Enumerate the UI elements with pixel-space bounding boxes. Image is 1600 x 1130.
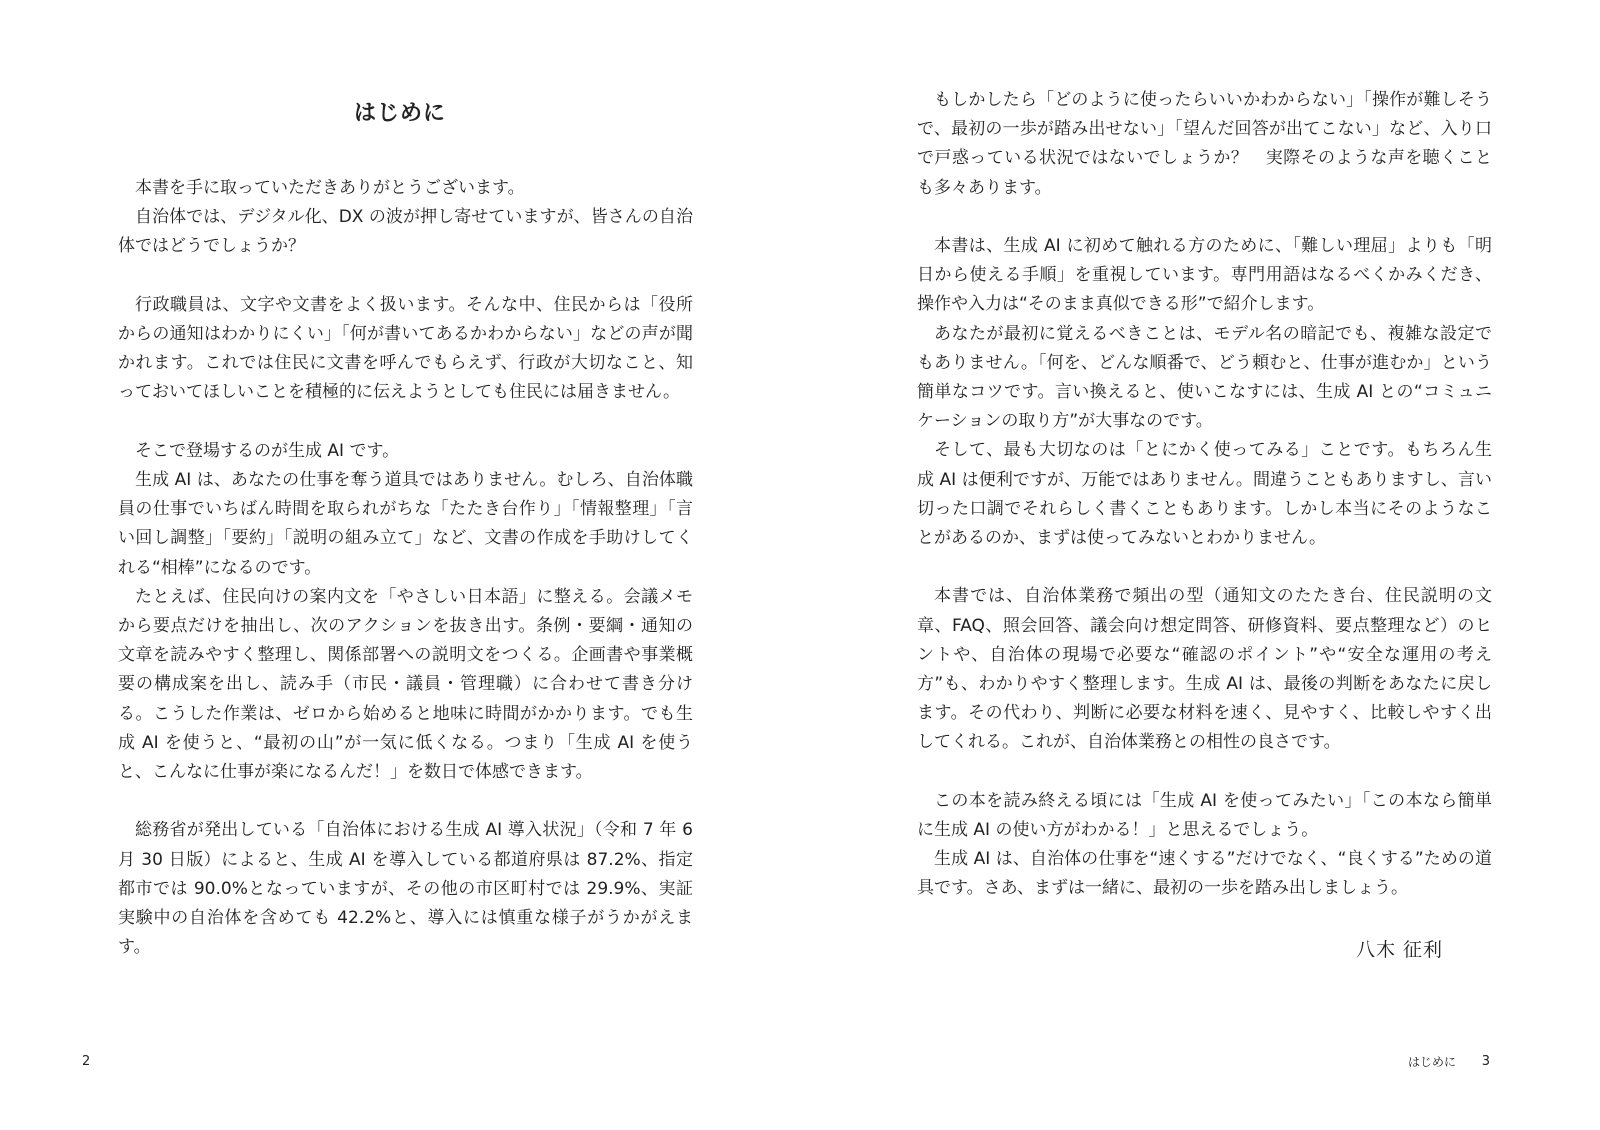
chapter-heading: はじめに — [353, 101, 446, 126]
page-number-right: 3 — [1481, 1054, 1490, 1069]
paragraph-gap — [917, 758, 1492, 787]
paragraph: 本書では、自治体業務で頻出の型（通知文のたたき台、住民説明の文章、FAQ、照会回答、議会向け想定問答、研修資料、要点整理など）のヒントや、自治体の現場で必要な“確認のポイント”や“安全な運用の考え方”も、わかりやすく整理します。生成 AI は、最後の判断をあなたに戻します。その代わり、判断に必要な材料を速く、見やすく、比較しやすく出してくれる。これが、自治体業務との相性の良さです。 — [917, 586, 1492, 753]
paragraph: 生成 AI は、自治体の仕事を“速くする”だけでなく、“良くする”ための道具です。さあ、まずは一緒に、最初の一歩を踏み出しましょう。 — [917, 849, 1492, 899]
paragraph: 本書を手に取っていただきありがとうございます。 — [135, 178, 525, 198]
right-body-text — [917, 86, 1492, 904]
paragraph: そこで登場するのが生成 AI です。 — [135, 440, 400, 461]
paragraph: 総務省が発出している「自治体における生成 AI 導入状況」（令和 7 年 6 月 30 日版）によると、生成 AI を導入している都道府県は 87.2%、指定都市では 90.0%となっていますが、その他の市区町村では 29.9%、実証実験中の自治体を含めても 42.2%と、導入には慎重な様子がうかがえます。 — [118, 820, 693, 958]
paragraph: 行政職員は、文字や文書をよく扱います。そんな中、住民からは「役所からの通知はわかりにくい」「何が書いてあるかわからない」などの声が聞かれます。これでは住民に文書を呼んでもらえず、行政が大切なこと、知っておいてほしいことを積極的に伝えようとしても住民には届きません。 — [118, 294, 693, 403]
paragraph-gap — [118, 787, 693, 816]
paragraph: あなたが最初に覚えるべきことは、モデル名の暗記でも、複雑な設定でもありません。「何を、どんな順番で、どう頼むと、仕事が進むか」という簡単なコツです。言い換えると、使いこなすには、生成 AI との“コミュニケーションの取り方”が大事なのです。 — [917, 323, 1492, 432]
paragraph-gap — [118, 262, 693, 291]
paragraph: 生成 AI は、あなたの仕事を奪う道具ではありません。むしろ、自治体職員の仕事でいちばん時間を取られがちな「たたき台作り」「情報整理」「言い回し調整」「要約」「説明の組み立て」など、文書の作成を手助けしてくれる“相棒”になるのです。 — [118, 470, 693, 578]
paragraph: 自治体では、デジタル化、DX の波が押し寄せていますが、皆さんの自治体ではどうでしょうか？ — [118, 207, 693, 257]
page-number-left: 2 — [82, 1054, 91, 1069]
paragraph-gap — [917, 553, 1492, 582]
author-signature: 八木 征利 — [1355, 939, 1443, 961]
paragraph-gap — [917, 203, 1492, 232]
running-head: はじめに — [1407, 1055, 1456, 1069]
right-page — [800, 0, 1600, 1130]
paragraph: そして、最も大切なのは「とにかく使ってみる」ことです。もちろん生成 AI は便利ですが、万能ではありません。間違うこともありますし、言い切った口調でそれらしく書くこともあります。しかし本当にそのようなことがあるのか、まずは使ってみないとわかりません。 — [917, 440, 1492, 549]
paragraph: この本を読み終える頃には「生成 AI を使ってみたい」「この本なら簡単に生成 AI の使い方がわかる！」と思えるでしょう。 — [917, 790, 1492, 841]
paragraph: たとえば、住民向けの案内文を「やさしい日本語」に整える。会議メモから要点だけを抽出し、次のアクションを抜き出す。条例・要綱・通知の文章を読みやすく整理し、関係部署への説明文をつくる。企画書や事業概要の構成案を出し、読み手（市民・議員・管理職）に合わせて書き分ける。こうした作業は、ゼロから始めると地味に時間がかかります。でも生成 AI を使うと、“最初の山”が一気に低くなる。つまり「生成 AI を使うと、こんなに仕事が楽になるんだ！」を数日で体感できます。 — [118, 586, 693, 783]
paragraph: もしかしたら「どのように使ったらいいかわからない」「操作が難しそうで、最初の一歩が踏み出せない」「望んだ回答が出てこない」など、入り口で戸惑っている状況ではないでしょうか？ 実際そのような声を聴くことも多々あります。 — [917, 90, 1492, 198]
paragraph: 本書は、生成 AI に初めて触れる方のために、「難しい理屈」よりも「明日から使える手順」を重視しています。専門用語はなるべくかみくだき、操作や入力は“そのまま真似できる形”で紹介します。 — [917, 236, 1492, 315]
paragraph-gap — [118, 408, 693, 437]
left-body-text — [118, 174, 693, 962]
